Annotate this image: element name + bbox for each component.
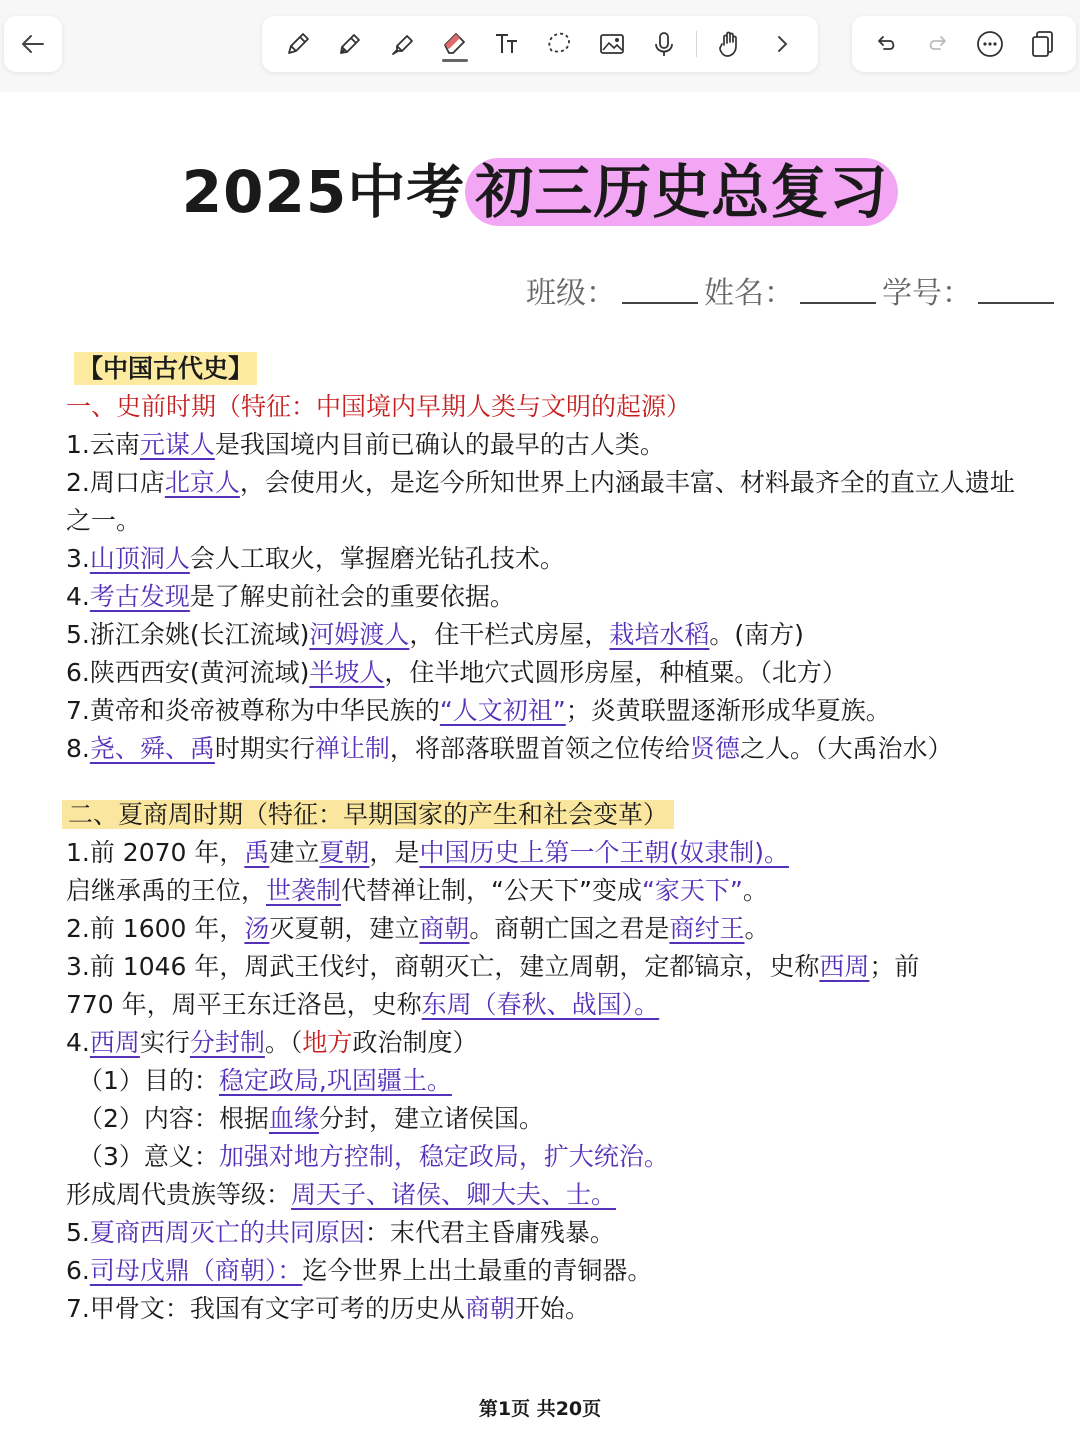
id-label: 学号： [882, 276, 972, 311]
text-segment: 栽培水稻 [609, 620, 710, 649]
list-item [66, 730, 1016, 768]
more-tools-button[interactable] [762, 24, 802, 64]
eraser-tool-button[interactable] [435, 24, 475, 64]
text-segment: 4. [66, 1028, 90, 1057]
text-segment: ，是 [369, 838, 420, 867]
image-insert-button[interactable] [592, 24, 632, 64]
text-segment: 血缘 [268, 1104, 319, 1133]
text-segment: 形成周代贵族等级： [66, 1180, 292, 1209]
text-segment: （2）内容：根据 [78, 1104, 269, 1133]
document-body [66, 350, 1016, 1328]
toolbar-divider [696, 31, 697, 57]
list-item [66, 426, 1016, 464]
text-segment: 代替禅让制， [341, 876, 492, 905]
text-segment: 建立 [269, 838, 320, 867]
text-segment: ；前 [869, 952, 920, 981]
lasso-tool-button[interactable] [539, 24, 579, 64]
list-item [66, 1024, 1016, 1062]
text-segment: 西周 [819, 952, 870, 981]
pencil-icon [335, 29, 365, 59]
microphone-icon [649, 29, 679, 59]
text-segment: 考古发现 [89, 582, 190, 611]
highlighter-tool-button[interactable] [383, 24, 423, 64]
redo-button[interactable] [918, 24, 958, 64]
section-label: 【中国古代史】 [74, 352, 257, 385]
name-label: 姓名： [704, 276, 794, 311]
text-segment: 西周 [89, 1028, 140, 1057]
text-segment: 商朝 [419, 914, 470, 943]
list-item [66, 1138, 1016, 1176]
page-indicator: 第1页 共20页 [478, 1398, 602, 1420]
text-segment: ，住干栏式房屋， [409, 620, 610, 649]
text-segment: 变成 [591, 876, 642, 905]
text-segment: 周天子、诸侯、卿大夫、士。 [291, 1180, 617, 1209]
text-segment: ，住半地穴式圆形房屋，种植粟。（北方） [384, 658, 847, 687]
list-item [66, 986, 1016, 1024]
image-icon [597, 29, 627, 59]
text-segment: ；炎黄联盟逐渐形成华夏族。 [565, 696, 891, 725]
list-item [66, 616, 1016, 654]
text-segment: 。（ [264, 1028, 303, 1057]
text-segment: 770 年，周平王东迁洛邑，史称 [66, 990, 422, 1019]
text-segment: “公天下” [491, 876, 592, 905]
text-segment: ，会使用火，是迄今所知世界上内涵最丰富、材料最齐全的直立人遗址之一。 [66, 468, 1015, 535]
text-segment: 分封制 [189, 1028, 265, 1057]
text-segment: 商纣王 [669, 914, 745, 943]
text-segment: 夏朝 [319, 838, 370, 867]
list-item [66, 1290, 1016, 1328]
text-segment: 商朝 [464, 1294, 515, 1323]
text-tool-icon [492, 29, 522, 59]
text-segment: 4. [66, 582, 90, 611]
class-blank [622, 268, 698, 304]
text-segment: 元谋人 [139, 430, 215, 459]
arrow-left-icon [19, 30, 47, 58]
text-segment: 8. [66, 734, 90, 763]
part1-heading: 一、史前时期（特征：中国境内早期人类与文明的起源） [66, 392, 692, 421]
text-segment: 2.前 1600 年， [66, 914, 245, 943]
text-segment: “家天下” [641, 876, 743, 905]
text-segment: 东周（春秋、战国）。 [421, 990, 660, 1019]
text-segment: 1.云南 [66, 430, 140, 459]
text-segment: 灭夏朝，建立 [269, 914, 420, 943]
pencil-tool-button[interactable] [330, 24, 370, 64]
text-segment: 北京人 [164, 468, 240, 497]
list-item [66, 654, 1016, 692]
text-segment: 政治制度） [352, 1028, 478, 1057]
text-segment: 迄今世界上出土最重的青铜器。 [302, 1256, 653, 1285]
text-segment: 分封，建立诸侯国。 [318, 1104, 544, 1133]
list-item [66, 464, 1016, 540]
highlighter-icon [388, 29, 418, 59]
text-segment: 世袭制 [266, 876, 342, 905]
text-segment: 3.前 1046 年，周武王伐纣，商朝灭亡，建立周朝，定都镐京，史称 [66, 952, 820, 981]
section-label-row [66, 350, 1016, 388]
pages-icon [1027, 29, 1057, 59]
undo-icon [871, 29, 901, 59]
list-item [66, 1062, 1016, 1100]
text-segment: 中国历史上第一个王朝(奴隶制)。 [419, 838, 789, 867]
class-label: 班级： [526, 276, 616, 311]
text-segment: 3. [66, 544, 90, 573]
pen-tool-button[interactable] [278, 24, 318, 64]
text-segment: 禅让制 [314, 734, 390, 763]
part2-heading: 二、夏商周时期（特征：早期国家的产生和社会变革） [62, 800, 674, 829]
part2-heading-row [66, 796, 1016, 834]
voice-record-button[interactable] [644, 24, 684, 64]
text-segment: 半坡人 [309, 658, 385, 687]
title-highlight: 初三历史总复习 [465, 158, 898, 226]
history-tools [852, 16, 1076, 72]
more-options-button[interactable] [970, 24, 1010, 64]
document-title [0, 152, 1080, 232]
hand-icon [715, 29, 745, 59]
list-item [66, 540, 1016, 578]
more-icon [975, 29, 1005, 59]
list-item [66, 948, 1016, 986]
hand-tool-button[interactable] [710, 24, 750, 64]
text-segment: ：末代君主昏庸残暴。 [364, 1218, 615, 1247]
text-segment: 。 [742, 876, 768, 905]
text-segment: 夏商西周灭亡的共同原因 [89, 1218, 365, 1247]
list-item [66, 872, 1016, 910]
text-segment: “人文初祖” [439, 696, 566, 725]
list-item [66, 1100, 1016, 1138]
text-segment: （1）目的： [78, 1066, 219, 1095]
chevron-right-icon [767, 29, 797, 59]
back-button[interactable] [4, 16, 62, 72]
text-segment: 7.黄帝和炎帝被尊称为中华民族的 [66, 696, 440, 725]
title-prefix: 2025中考 [181, 158, 466, 226]
text-segment: 稳定政局,巩固疆土。 [218, 1066, 452, 1095]
text-segment: 时期实行 [214, 734, 315, 763]
text-segment: 贤德 [689, 734, 740, 763]
text-segment: ，将部落联盟首领之位传给 [389, 734, 690, 763]
text-segment: 1.前 2070 年， [66, 838, 245, 867]
list-item [66, 834, 1016, 872]
text-segment: 启继承禹的王位， [66, 876, 267, 905]
text-segment: 加强对地方控制，稳定政局，扩大统治。 [218, 1142, 669, 1171]
text-segment: 6.陕西西安(黄河流域) [66, 658, 310, 687]
eraser-icon [440, 27, 470, 57]
undo-button[interactable] [866, 24, 906, 64]
text-segment: 尧、舜、禹 [89, 734, 215, 763]
text-segment: 实行 [139, 1028, 190, 1057]
list-item [66, 692, 1016, 730]
text-segment: 5.浙江余姚(长江流域) [66, 620, 310, 649]
list-item [66, 910, 1016, 948]
text-segment: 7.甲骨文：我国有文字可考的历史从 [66, 1294, 465, 1323]
student-info-line [520, 268, 1054, 312]
text-segment: 禹 [244, 838, 270, 867]
text-segment: 是我国境内目前已确认的最早的古人类。 [214, 430, 665, 459]
text-tool-button[interactable] [487, 24, 527, 64]
text-segment: 。 [744, 914, 770, 943]
list-item [66, 1252, 1016, 1290]
drawing-tools [262, 16, 818, 72]
text-segment: 5. [66, 1218, 90, 1247]
list-item [66, 1214, 1016, 1252]
pen-icon [283, 29, 313, 59]
text-segment: 河姆渡人 [309, 620, 410, 649]
text-segment: 6. [66, 1256, 90, 1285]
text-segment: 山顶洞人 [89, 544, 190, 573]
text-segment: 。商朝亡国之君是 [469, 914, 670, 943]
text-segment: 汤 [244, 914, 270, 943]
text-segment: 地方 [302, 1028, 353, 1057]
text-segment: 是了解史前社会的重要依据。 [189, 582, 515, 611]
lasso-icon [544, 29, 574, 59]
text-segment: 会人工取火，掌握磨光钻孔技术。 [189, 544, 565, 573]
text-segment: 2.周口店 [66, 468, 165, 497]
text-segment: （3）意义： [78, 1142, 219, 1171]
pages-button[interactable] [1022, 24, 1062, 64]
text-segment: 。(南方) [709, 620, 804, 649]
active-tool-indicator [442, 59, 468, 62]
text-segment: 之人。（大禹治水） [739, 734, 953, 763]
spacer [66, 768, 1016, 796]
id-blank [978, 268, 1054, 304]
redo-icon [923, 29, 953, 59]
list-item [66, 578, 1016, 616]
text-segment: 司母戊鼎（商朝）： [89, 1256, 303, 1285]
name-blank [800, 268, 876, 304]
list-item [66, 1176, 1016, 1214]
text-segment: 开始。 [514, 1294, 590, 1323]
toolbar [0, 0, 1080, 92]
